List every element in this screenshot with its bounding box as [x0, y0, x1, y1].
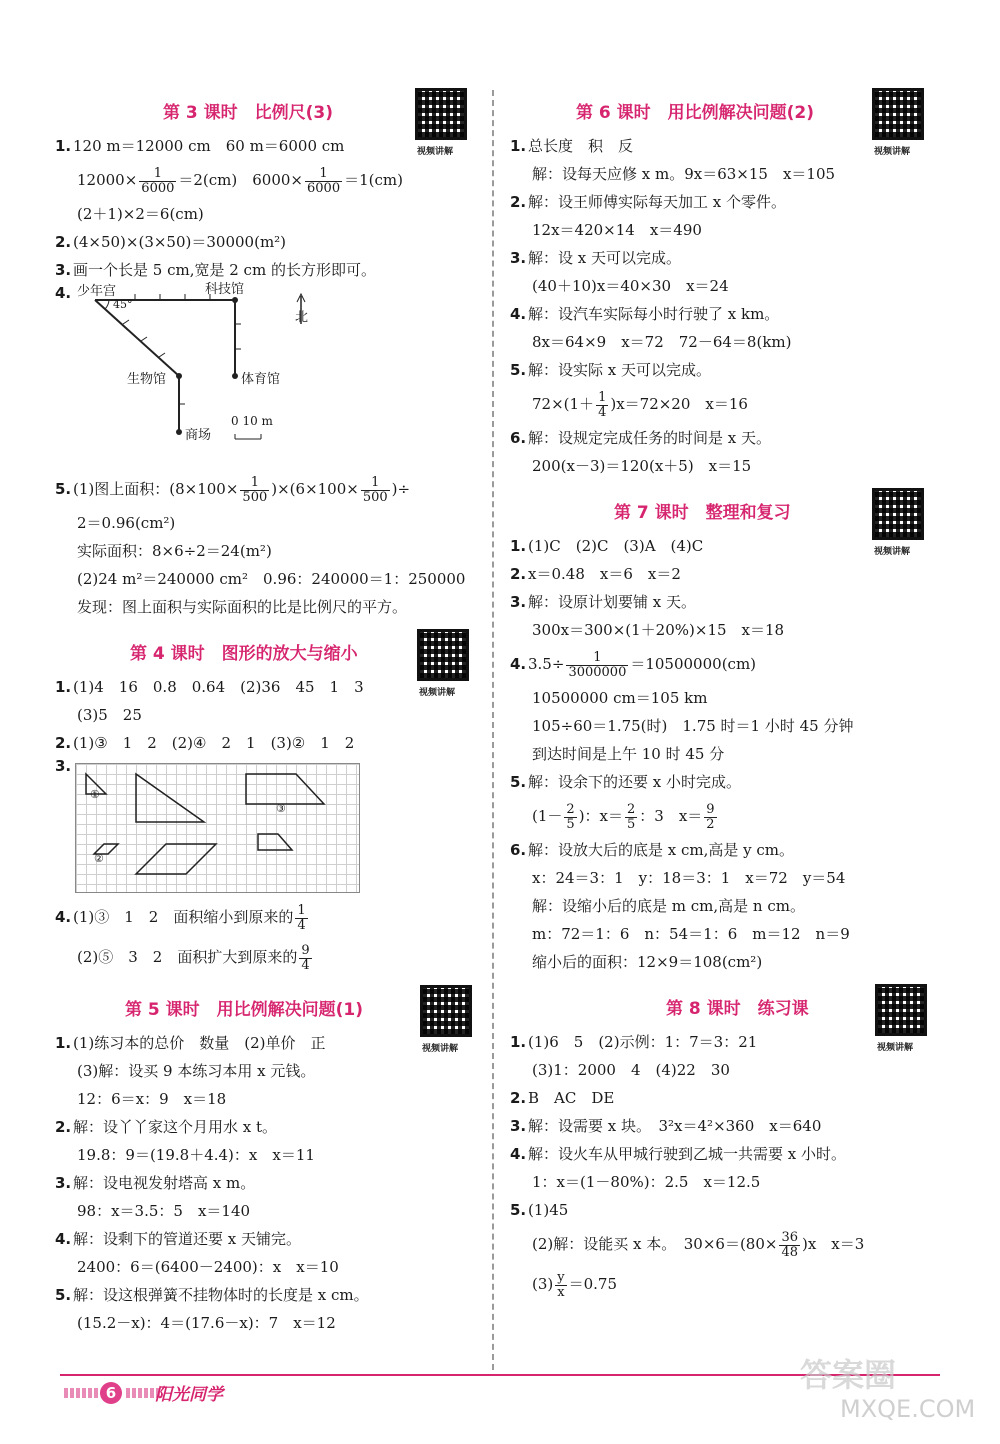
- answer-line: 12：6＝x：9 x＝18: [77, 1090, 227, 1108]
- answer-line: 1. 总长度 积 反: [510, 137, 634, 155]
- fraction: $\frac{1}{4}$: [297, 902, 306, 933]
- answer-line: 1：x＝(1－80%)：2.5 x＝12.5: [532, 1173, 761, 1191]
- answer-line: 1. (1)4 16 0.8 0.64 (2)36 45 1 3: [55, 678, 364, 696]
- fraction: $\frac{y}{x}$: [557, 1269, 565, 1300]
- answer-line: 1. (1)练习本的总价 数量 (2)单价 正: [55, 1034, 326, 1052]
- answer-line: 6. 解：设规定完成任务的时间是 x 天。: [510, 429, 771, 447]
- fraction: $\frac{1}{6000}$: [307, 165, 341, 196]
- decor-stripe: [64, 1388, 98, 1398]
- answer-line: 到达时间是上午 10 时 45 分: [532, 745, 725, 763]
- answer-line: (40＋10)x＝40×30 x＝24: [532, 277, 729, 295]
- answer-line: 5. (1)图上面积：(8×100× $\frac{1}{500}$ )×(6×100× $\frac{1}{500}$ )÷: [55, 474, 411, 505]
- answer-line: 5. 解：设这根弹簧不挂物体时的长度是 x cm。: [55, 1286, 369, 1304]
- answer-line: 4. 解：设剩下的管道还要 x 天铺完。: [55, 1230, 301, 1248]
- answer-line: 2. (4×50)×(3×50)＝30000(m²): [55, 233, 287, 251]
- grid-paper: [75, 763, 360, 893]
- grid-figure: 3. ① ② ③: [55, 757, 485, 897]
- answer-line: 2＝0.96(cm²): [77, 514, 176, 532]
- answer-line: 2400：6＝(6400－2400)：x x＝10: [77, 1258, 339, 1276]
- answer-line: 3. 解：设需要 x 块。 3²x＝4²×360 x＝640: [510, 1117, 822, 1135]
- answer-line: 2. x＝0.48 x＝6 x＝2: [510, 565, 681, 583]
- answer-line: 3. 解：设 x 天可以完成。: [510, 249, 681, 267]
- qr-caption: 视频讲解: [874, 547, 911, 557]
- watermark: 答案圈: [800, 1356, 897, 1394]
- answer-line: 12000× $\frac{1}{6000}$ ＝2(cm) 6000× $\frac{1}{6000}$ ＝1(cm): [77, 165, 403, 196]
- answer-line: (3)5 25: [77, 706, 142, 724]
- answer-line: 5. (1)45: [510, 1201, 569, 1219]
- answer-line: 72×(1＋ $\frac{1}{4}$ )x＝72×20 x＝16: [532, 389, 748, 420]
- qr-caption: 视频讲解: [874, 147, 911, 157]
- map-figure: 4. 少年宫 科技馆 45° 北 生物馆 体育馆 商场 0 10 m: [55, 284, 485, 469]
- left-column: [55, 80, 485, 1337]
- answer-line: (2＋1)×2＝6(cm): [77, 205, 204, 223]
- qr-caption: 视频讲解: [417, 147, 454, 157]
- map-label: 体育馆: [241, 372, 281, 387]
- section-title: 第 3 课时 比例尺(3): [163, 103, 334, 123]
- section-title: 第 4 课时 图形的放大与缩小: [130, 644, 358, 664]
- answer-line: 6. 解：设放大后的底是 x cm,高是 y cm。: [510, 841, 795, 859]
- answer-line: (1－ $\frac{2}{5}$ )：x＝ $\frac{2}{5}$ ：3 x＝ $\frac{9}{2}$: [532, 801, 715, 832]
- answer-line: 2. 解：设王师傅实际每天加工 x 个零件。: [510, 193, 786, 211]
- answer-line: 5. 解：设余下的还要 x 小时完成。: [510, 773, 741, 791]
- scale-label: 0 10 m: [231, 414, 273, 428]
- angle-label: 45°: [113, 298, 133, 311]
- qr-caption: 视频讲解: [877, 1043, 914, 1053]
- answer-line: 300x＝300×(1＋20%)×15 x＝18: [532, 621, 785, 639]
- answer-line: 1. (1)6 5 (2)示例：1：7＝3：21: [510, 1033, 758, 1051]
- fraction: $\frac{1}{500}$: [242, 474, 268, 505]
- north-arrow-icon: 北: [295, 310, 309, 325]
- answer-line: 解：设缩小后的底是 m cm,高是 n cm。: [532, 897, 805, 915]
- map-label: 少年宫: [77, 284, 117, 299]
- map-label: 生物馆: [127, 372, 167, 387]
- fraction: $\frac{2}{5}$: [566, 801, 575, 832]
- answer-line: (2)解：设能买 x 本。 30×6＝(80× $\frac{36}{48}$ )x x＝3: [532, 1229, 865, 1260]
- answer-line: 2. 解：设丫丫家这个月用水 x t。: [55, 1118, 278, 1136]
- answer-line: (2)24 m²＝240000 cm² 0.96：240000＝1：250000: [77, 570, 466, 588]
- answer-line: (3)1：2000 4 (4)22 30: [532, 1061, 730, 1079]
- column-divider: [492, 90, 494, 1370]
- shape-label: ①: [90, 788, 100, 801]
- answer-line: 4. 3.5÷ $\frac{1}{3000000}$ ＝10500000(cm): [510, 649, 757, 680]
- answer-line: m：72＝1：6 n：54＝1：6 m＝12 n＝9: [532, 925, 850, 943]
- fraction: $\frac{9}{4}$: [301, 942, 310, 973]
- answer-line: 缩小后的面积：12×9＝108(cm²): [532, 953, 763, 971]
- fraction: $\frac{9}{2}$: [706, 801, 715, 832]
- answer-line: 发现：图上面积与实际面积的比是比例尺的平方。: [77, 598, 408, 616]
- answer-line: 1. (1)C (2)C (3)A (4)C: [510, 537, 704, 555]
- section-title: 第 8 课时 练习课: [666, 999, 809, 1019]
- answer-line: 实际面积：8×6÷2＝24(m²): [77, 542, 272, 560]
- answer-line: (3)解：设买 9 本练习本用 x 元钱。: [77, 1062, 316, 1080]
- answer-line: 12x＝420×14 x＝490: [532, 221, 702, 239]
- qr-caption: 视频讲解: [419, 688, 456, 698]
- section-title: 第 5 课时 用比例解决问题(1): [125, 1000, 364, 1020]
- answer-line: 4. 解：设汽车实际每小时行驶了 x km。: [510, 305, 780, 323]
- answer-line: 3. 解：设电视发射塔高 x m。: [55, 1174, 256, 1192]
- answer-line: 1. 120 m＝12000 cm 60 m＝6000 cm: [55, 137, 345, 155]
- answer-line: 3. 解：设原计划要铺 x 天。: [510, 593, 696, 611]
- answer-line: (15.2－x)：4＝(17.6－x)：7 x＝12: [77, 1314, 336, 1332]
- answer-line: x：24＝3：1 y：18＝3：1 x＝72 y＝54: [532, 869, 846, 887]
- answer-line: 19.8：9＝(19.8＋4.4)：x x＝11: [77, 1146, 315, 1164]
- answer-line: 8x＝64×9 x＝72 72－64＝8(km): [532, 333, 792, 351]
- fraction: $\frac{1}{3000000}$: [568, 649, 627, 680]
- fraction: $\frac{36}{48}$: [781, 1229, 798, 1260]
- right-column: [510, 80, 950, 1304]
- answer-line: (2)⑤ 3 2 面积扩大到原来的 $\frac{9}{4}$: [77, 942, 310, 973]
- page-number: 6: [100, 1382, 122, 1404]
- answer-line: (3) $\frac{y}{x}$ ＝0.75: [532, 1269, 618, 1300]
- watermark-url: MXQE.COM: [840, 1395, 976, 1423]
- answer-line: 2. B AC DE: [510, 1089, 615, 1107]
- section-title: 第 6 课时 用比例解决问题(2): [576, 103, 815, 123]
- qr-caption: 视频讲解: [422, 1044, 459, 1054]
- fraction: $\frac{1}{6000}$: [141, 165, 175, 196]
- fraction: $\frac{2}{5}$: [627, 801, 636, 832]
- answer-line: 3. 画一个长是 5 cm,宽是 2 cm 的长方形即可。: [55, 261, 376, 279]
- answer-line: 4. (1)③ 1 2 面积缩小到原来的 $\frac{1}{4}$: [55, 902, 306, 933]
- answer-line: 105÷60＝1.75(时) 1.75 时＝1 小时 45 分钟: [532, 717, 854, 735]
- answer-line: 2. (1)③ 1 2 (2)④ 2 1 (3)② 1 2: [55, 734, 355, 752]
- fraction: $\frac{1}{500}$: [362, 474, 388, 505]
- answer-line: 200(x－3)＝120(x＋5) x＝15: [532, 457, 752, 475]
- answer-line: 4. 解：设火车从甲城行驶到乙城一共需要 x 小时。: [510, 1145, 846, 1163]
- answer-line: 98：x＝3.5：5 x＝140: [77, 1202, 251, 1220]
- answer-line: 5. 解：设实际 x 天可以完成。: [510, 361, 711, 379]
- answer-line: 解：设每天应修 x m。9x＝63×15 x＝105: [532, 165, 836, 183]
- section-title: 第 7 课时 整理和复习: [614, 503, 791, 523]
- fraction: $\frac{1}{4}$: [598, 389, 607, 420]
- map-label: 科技馆: [205, 282, 245, 297]
- shape-label: ③: [276, 802, 286, 815]
- map-label: 商场: [185, 428, 212, 443]
- answer-line: 10500000 cm＝105 km: [532, 689, 708, 707]
- brand-logo: 阳光同学: [155, 1385, 223, 1405]
- shape-label: ②: [94, 852, 104, 865]
